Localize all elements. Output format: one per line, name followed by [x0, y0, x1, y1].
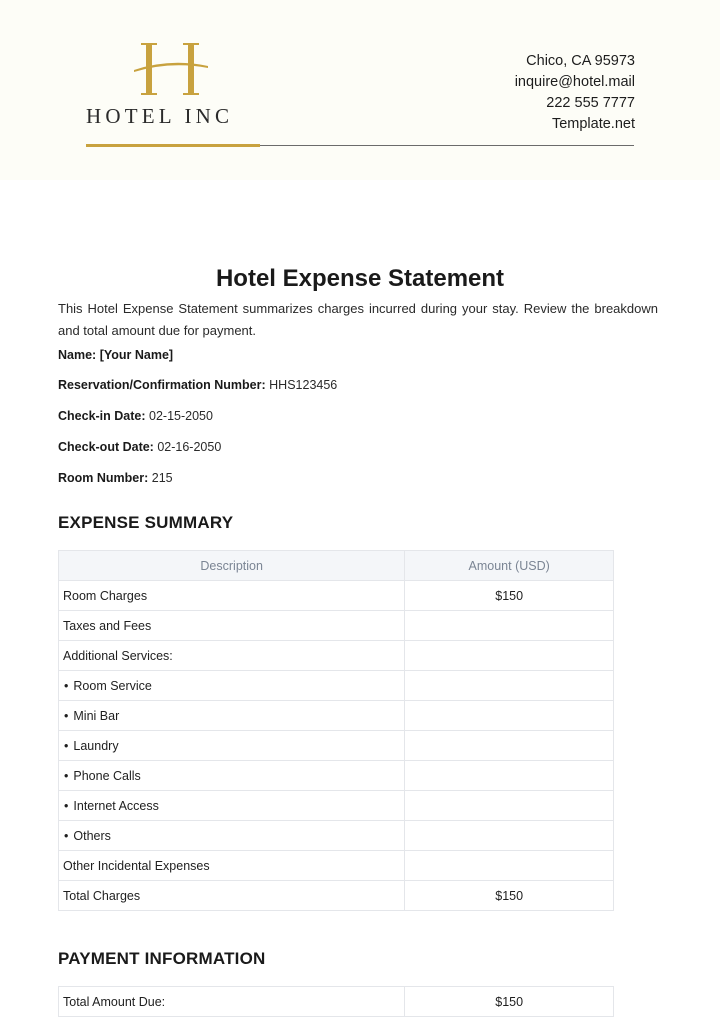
table-row: [59, 611, 614, 641]
row-amount: [405, 791, 614, 821]
checkout-field: [58, 440, 221, 454]
room-number-field: [58, 471, 173, 485]
table-row: [59, 987, 614, 1017]
checkin-value: 02-15-2050: [149, 409, 213, 423]
company-name: HOTEL INC: [86, 104, 234, 128]
document-title: Hotel Expense Statement: [215, 265, 505, 292]
checkout-label: Check-out Date:: [58, 440, 154, 454]
row-amount: $150: [405, 987, 614, 1017]
table-row: [59, 731, 614, 761]
column-header-amount: Amount (USD): [405, 551, 614, 581]
checkin-label: Check-in Date:: [58, 409, 146, 423]
row-amount: [405, 761, 614, 791]
guest-name-value: [Your Name]: [99, 348, 174, 362]
checkout-value: 02-16-2050: [157, 440, 222, 454]
row-description: Taxes and Fees: [59, 611, 405, 641]
checkin-field: [58, 409, 213, 423]
row-description: Room Charges: [59, 581, 405, 611]
payment-table: [58, 986, 614, 1017]
row-amount: [405, 731, 614, 761]
contact-info: [515, 51, 635, 135]
intro-paragraph: This Hotel Expense Statement summarizes charges incurred during your stay. Review the breakdown and total amount due for payment.: [58, 301, 658, 338]
row-description: • Laundry: [59, 731, 405, 761]
table-row: [59, 761, 614, 791]
expense-summary-table: [58, 550, 614, 911]
header-divider-accent: [86, 144, 260, 147]
row-amount: [405, 851, 614, 881]
contact-phone: 222 555 7777: [546, 95, 635, 111]
header-divider: [260, 145, 634, 146]
row-amount: [405, 821, 614, 851]
table-row: [59, 821, 614, 851]
reservation-field: [58, 378, 337, 392]
table-row: [59, 701, 614, 731]
row-amount: $150: [405, 881, 614, 911]
row-amount: [405, 671, 614, 701]
room-number-label: Room Number:: [58, 471, 149, 485]
hotel-logo: [86, 40, 262, 136]
guest-name-field: [58, 348, 173, 362]
table-row: [59, 851, 614, 881]
column-header-description: Description: [59, 551, 405, 581]
contact-email[interactable]: inquire@hotel.mail: [514, 74, 635, 90]
row-description: Total Charges: [59, 881, 405, 911]
guest-name-label: Name:: [58, 348, 97, 362]
row-amount: [405, 611, 614, 641]
room-number-value: 215: [151, 471, 173, 485]
payment-information-heading: PAYMENT INFORMATION: [58, 949, 266, 968]
row-amount: [405, 701, 614, 731]
reservation-value: HHS123456: [269, 378, 338, 392]
contact-website[interactable]: Template.net: [551, 116, 635, 132]
table-row: [59, 791, 614, 821]
row-description: • Internet Access: [59, 791, 405, 821]
row-description: Total Amount Due:: [59, 987, 405, 1017]
table-row: [59, 581, 614, 611]
row-description: • Room Service: [59, 671, 405, 701]
expense-summary-heading: EXPENSE SUMMARY: [58, 513, 234, 532]
row-amount: $150: [405, 581, 614, 611]
letterhead: [0, 0, 720, 180]
row-description: Additional Services:: [59, 641, 405, 671]
row-description: • Others: [59, 821, 405, 851]
contact-address: Chico, CA 95973: [526, 53, 635, 69]
row-description: • Phone Calls: [59, 761, 405, 791]
row-amount: [405, 641, 614, 671]
hotel-h-monogram-icon: [132, 40, 210, 98]
row-description: • Mini Bar: [59, 701, 405, 731]
table-row: [59, 671, 614, 701]
reservation-label: Reservation/Confirmation Number:: [58, 378, 266, 392]
table-row: [59, 881, 614, 911]
table-row: [59, 641, 614, 671]
row-description: Other Incidental Expenses: [59, 851, 405, 881]
table-header-row: [59, 551, 614, 581]
